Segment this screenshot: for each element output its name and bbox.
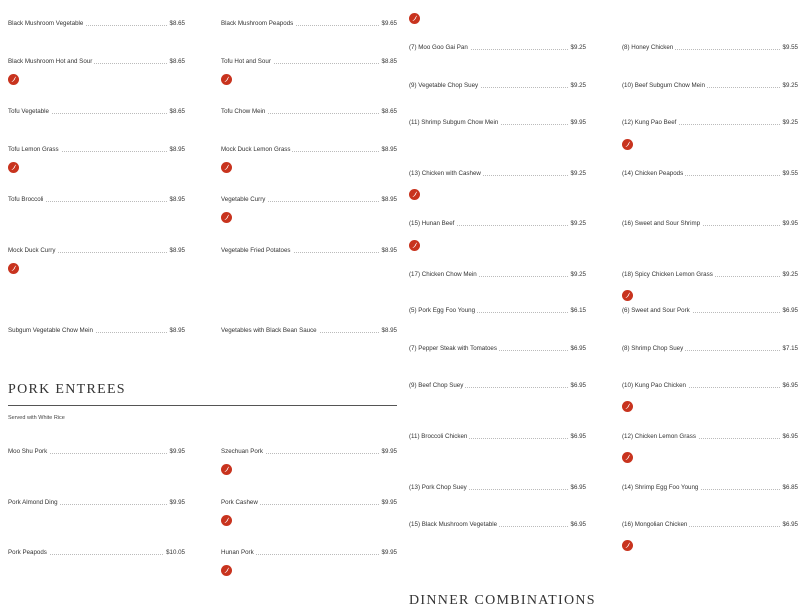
menu-item-combo-a-14[interactable] bbox=[622, 170, 798, 182]
menu-item-szechuan-pork[interactable] bbox=[221, 448, 397, 460]
chili-pepper-icon bbox=[622, 139, 633, 150]
item-price: $8.95 bbox=[169, 327, 185, 334]
item-name: Vegetable Curry bbox=[221, 196, 266, 203]
chili-pepper-icon bbox=[221, 74, 232, 85]
item-name: (13) Chicken with Cashew bbox=[409, 170, 481, 177]
menu-item-combo-b-15[interactable] bbox=[409, 521, 586, 533]
item-price: $9.25 bbox=[570, 220, 586, 227]
item-price: $9.55 bbox=[782, 44, 798, 51]
menu-item-combo-b-14[interactable] bbox=[622, 484, 798, 496]
item-price: $8.95 bbox=[169, 247, 185, 254]
item-name: (15) Black Mushroom Vegetable bbox=[409, 521, 498, 528]
item-name: (12) Kung Pao Beef bbox=[622, 119, 677, 126]
item-price: $6.95 bbox=[570, 484, 586, 491]
chili-pepper-icon bbox=[622, 401, 633, 412]
item-name: (10) Kung Pao Chicken bbox=[622, 382, 686, 389]
item-name: Black Mushroom Peapods bbox=[221, 20, 294, 27]
menu-item-pork-almond-ding[interactable] bbox=[8, 499, 185, 511]
menu-item-combo-b-5[interactable] bbox=[409, 307, 586, 319]
item-name: (9) Beef Chop Suey bbox=[409, 382, 464, 389]
menu-item-combo-b-6[interactable] bbox=[622, 307, 798, 319]
item-price: $8.65 bbox=[169, 20, 185, 27]
item-name: Pork Almond Ding bbox=[8, 499, 58, 506]
chili-pepper-icon bbox=[622, 290, 633, 301]
item-name: Szechuan Pork bbox=[221, 448, 263, 455]
item-price: $9.95 bbox=[169, 448, 185, 455]
menu-item-mock-duck-curry[interactable] bbox=[8, 247, 185, 259]
item-price: $9.95 bbox=[782, 220, 798, 227]
item-price: $8.65 bbox=[169, 108, 185, 115]
item-name: Vegetables with Black Bean Sauce bbox=[221, 327, 317, 334]
menu-item-combo-a-13[interactable] bbox=[409, 170, 586, 182]
menu-item-combo-a-18[interactable] bbox=[622, 271, 798, 283]
menu-item-tofu-vegetable[interactable] bbox=[8, 108, 185, 120]
item-name: (11) Broccoli Chicken bbox=[409, 433, 468, 440]
menu-item-combo-a-9[interactable] bbox=[409, 82, 586, 94]
item-price: $9.25 bbox=[570, 44, 586, 51]
chili-pepper-icon bbox=[221, 162, 232, 173]
menu-item-black-mushroom-peapods[interactable] bbox=[221, 20, 397, 32]
menu-item-combo-b-11[interactable] bbox=[409, 433, 586, 445]
menu-item-combo-a-16[interactable] bbox=[622, 220, 798, 232]
item-price: $6.15 bbox=[570, 307, 586, 314]
menu-item-combo-b-10[interactable] bbox=[622, 382, 798, 394]
chili-pepper-icon bbox=[8, 162, 19, 173]
item-name: Tofu Vegetable bbox=[8, 108, 49, 115]
item-name: Pork Cashew bbox=[221, 499, 258, 506]
menu-item-combo-a-11[interactable] bbox=[409, 119, 586, 131]
item-name: (7) Pepper Steak with Tomatoes bbox=[409, 345, 497, 352]
menu-item-pork-peapods[interactable] bbox=[8, 549, 185, 561]
item-price: $9.95 bbox=[381, 448, 397, 455]
item-name: (8) Honey Chicken bbox=[622, 44, 674, 51]
menu-item-tofu-lemon-grass[interactable] bbox=[8, 146, 185, 158]
menu-item-combo-b-16[interactable] bbox=[622, 521, 798, 533]
chili-pepper-icon bbox=[8, 74, 19, 85]
menu-item-combo-b-7[interactable] bbox=[409, 345, 586, 357]
item-price: $8.95 bbox=[381, 146, 397, 153]
chili-pepper-icon bbox=[409, 240, 420, 251]
item-price: $8.95 bbox=[381, 196, 397, 203]
menu-item-combo-b-9[interactable] bbox=[409, 382, 586, 394]
item-name: (6) Sweet and Sour Pork bbox=[622, 307, 690, 314]
item-name: Tofu Hot and Sour bbox=[221, 58, 271, 65]
chili-pepper-icon bbox=[622, 540, 633, 551]
item-name: (7) Moo Goo Gai Pan bbox=[409, 44, 468, 51]
item-price: $6.95 bbox=[570, 433, 586, 440]
chili-pepper-icon bbox=[409, 13, 420, 24]
menu-item-black-mushroom-vegetable[interactable] bbox=[8, 20, 185, 32]
menu-item-vegetable-fried-potatoes[interactable] bbox=[221, 247, 397, 259]
item-name: Mock Duck Lemon Grass bbox=[221, 146, 291, 153]
item-name: (14) Chicken Peapods bbox=[622, 170, 684, 177]
menu-item-combo-a-17[interactable] bbox=[409, 271, 586, 283]
item-name: Mock Duck Curry bbox=[8, 247, 56, 254]
item-name: Subgum Vegetable Chow Mein bbox=[8, 327, 93, 334]
item-name: (15) Hunan Beef bbox=[409, 220, 455, 227]
item-name: (8) Shrimp Chop Suey bbox=[622, 345, 684, 352]
item-price: $9.25 bbox=[570, 271, 586, 278]
menu-item-mock-duck-lemon-grass[interactable] bbox=[221, 146, 397, 158]
menu-item-vegetables-black-bean[interactable] bbox=[221, 327, 397, 339]
item-name: Tofu Lemon Grass bbox=[8, 146, 59, 153]
item-name: Hunan Pork bbox=[221, 549, 254, 556]
item-name: Vegetable Fried Potatoes bbox=[221, 247, 291, 254]
menu-item-combo-b-8[interactable] bbox=[622, 345, 798, 357]
item-price: $8.95 bbox=[381, 327, 397, 334]
item-price: $9.25 bbox=[782, 82, 798, 89]
chili-pepper-icon bbox=[221, 565, 232, 576]
menu-item-combo-a-15[interactable] bbox=[409, 220, 586, 232]
item-price: $9.25 bbox=[570, 82, 586, 89]
item-price: $8.85 bbox=[381, 58, 397, 65]
item-price: $9.65 bbox=[381, 20, 397, 27]
chili-pepper-icon bbox=[221, 464, 232, 475]
chili-pepper-icon bbox=[409, 189, 420, 200]
menu-item-tofu-broccoli[interactable] bbox=[8, 196, 185, 208]
item-price: $6.95 bbox=[782, 433, 798, 440]
menu-item-vegetable-curry[interactable] bbox=[221, 196, 397, 208]
section-title-pork: PORK ENTREES bbox=[8, 382, 126, 397]
item-price: $9.95 bbox=[381, 549, 397, 556]
chili-pepper-icon bbox=[622, 452, 633, 463]
menu-item-subgum-vegetable-chow-mein[interactable] bbox=[8, 327, 185, 339]
item-price: $9.25 bbox=[782, 271, 798, 278]
item-name: Black Mushroom Vegetable bbox=[8, 20, 84, 27]
item-name: (5) Pork Egg Foo Young bbox=[409, 307, 476, 314]
item-price: $9.25 bbox=[782, 119, 798, 126]
menu-item-combo-a-7[interactable] bbox=[409, 44, 586, 56]
item-name: (12) Chicken Lemon Grass bbox=[622, 433, 696, 440]
item-price: $8.65 bbox=[169, 58, 185, 65]
item-price: $6.95 bbox=[782, 521, 798, 528]
item-price: $6.95 bbox=[570, 521, 586, 528]
item-name: Tofu Broccoli bbox=[8, 196, 44, 203]
item-price: $9.55 bbox=[782, 170, 798, 177]
item-name: (9) Vegetable Chop Suey bbox=[409, 82, 479, 89]
item-name: (13) Pork Chop Suey bbox=[409, 484, 467, 491]
menu-item-combo-a-8[interactable] bbox=[622, 44, 798, 56]
item-price: $8.95 bbox=[381, 247, 397, 254]
item-name: Black Mushroom Hot and Sour bbox=[8, 58, 93, 65]
section-divider bbox=[8, 405, 397, 406]
item-price: $6.95 bbox=[782, 382, 798, 389]
item-name: (14) Shrimp Egg Foo Young bbox=[622, 484, 699, 491]
menu-item-tofu-hot-sour[interactable] bbox=[221, 58, 397, 70]
item-price: $6.95 bbox=[570, 382, 586, 389]
item-name: Tofu Chow Mein bbox=[221, 108, 266, 115]
item-price: $10.05 bbox=[166, 549, 185, 556]
item-name: (16) Sweet and Sour Shrimp bbox=[622, 220, 701, 227]
item-price: $9.25 bbox=[570, 170, 586, 177]
menu-item-tofu-chow-mein[interactable] bbox=[221, 108, 397, 120]
item-price: $6.85 bbox=[782, 484, 798, 491]
item-name: Moo Shu Pork bbox=[8, 448, 48, 455]
item-price: $8.95 bbox=[169, 146, 185, 153]
item-price: $7.15 bbox=[782, 345, 798, 352]
item-price: $6.95 bbox=[570, 345, 586, 352]
item-price: $9.95 bbox=[570, 119, 586, 126]
item-price: $8.65 bbox=[381, 108, 397, 115]
menu-item-black-mushroom-hot-sour[interactable] bbox=[8, 58, 185, 70]
section-subtitle: Served with White Rice bbox=[8, 415, 65, 421]
chili-pepper-icon bbox=[8, 263, 19, 274]
item-price: $8.95 bbox=[169, 196, 185, 203]
menu-item-hunan-pork[interactable] bbox=[221, 549, 397, 561]
item-name: (18) Spicy Chicken Lemon Grass bbox=[622, 271, 713, 278]
menu-item-combo-b-12[interactable] bbox=[622, 433, 798, 445]
item-name: (16) Mongolian Chicken bbox=[622, 521, 688, 528]
item-name: (17) Chicken Chow Mein bbox=[409, 271, 477, 278]
chili-pepper-icon bbox=[221, 212, 232, 223]
chili-pepper-icon bbox=[221, 515, 232, 526]
item-price: $9.95 bbox=[169, 499, 185, 506]
item-price: $9.95 bbox=[381, 499, 397, 506]
section-title-dinner-combinations: DINNER COMBINATIONS bbox=[409, 593, 596, 608]
menu-item-pork-cashew[interactable] bbox=[221, 499, 397, 511]
item-price: $6.95 bbox=[782, 307, 798, 314]
menu-item-combo-b-13[interactable] bbox=[409, 484, 586, 496]
item-name: (11) Shrimp Subgum Chow Mein bbox=[409, 119, 499, 126]
menu-item-combo-a-10[interactable] bbox=[622, 82, 798, 94]
menu-item-combo-a-12[interactable] bbox=[622, 119, 798, 131]
menu-item-moo-shu-pork[interactable] bbox=[8, 448, 185, 460]
item-name: Pork Peapods bbox=[8, 549, 47, 556]
item-name: (10) Beef Subgum Chow Mein bbox=[622, 82, 705, 89]
